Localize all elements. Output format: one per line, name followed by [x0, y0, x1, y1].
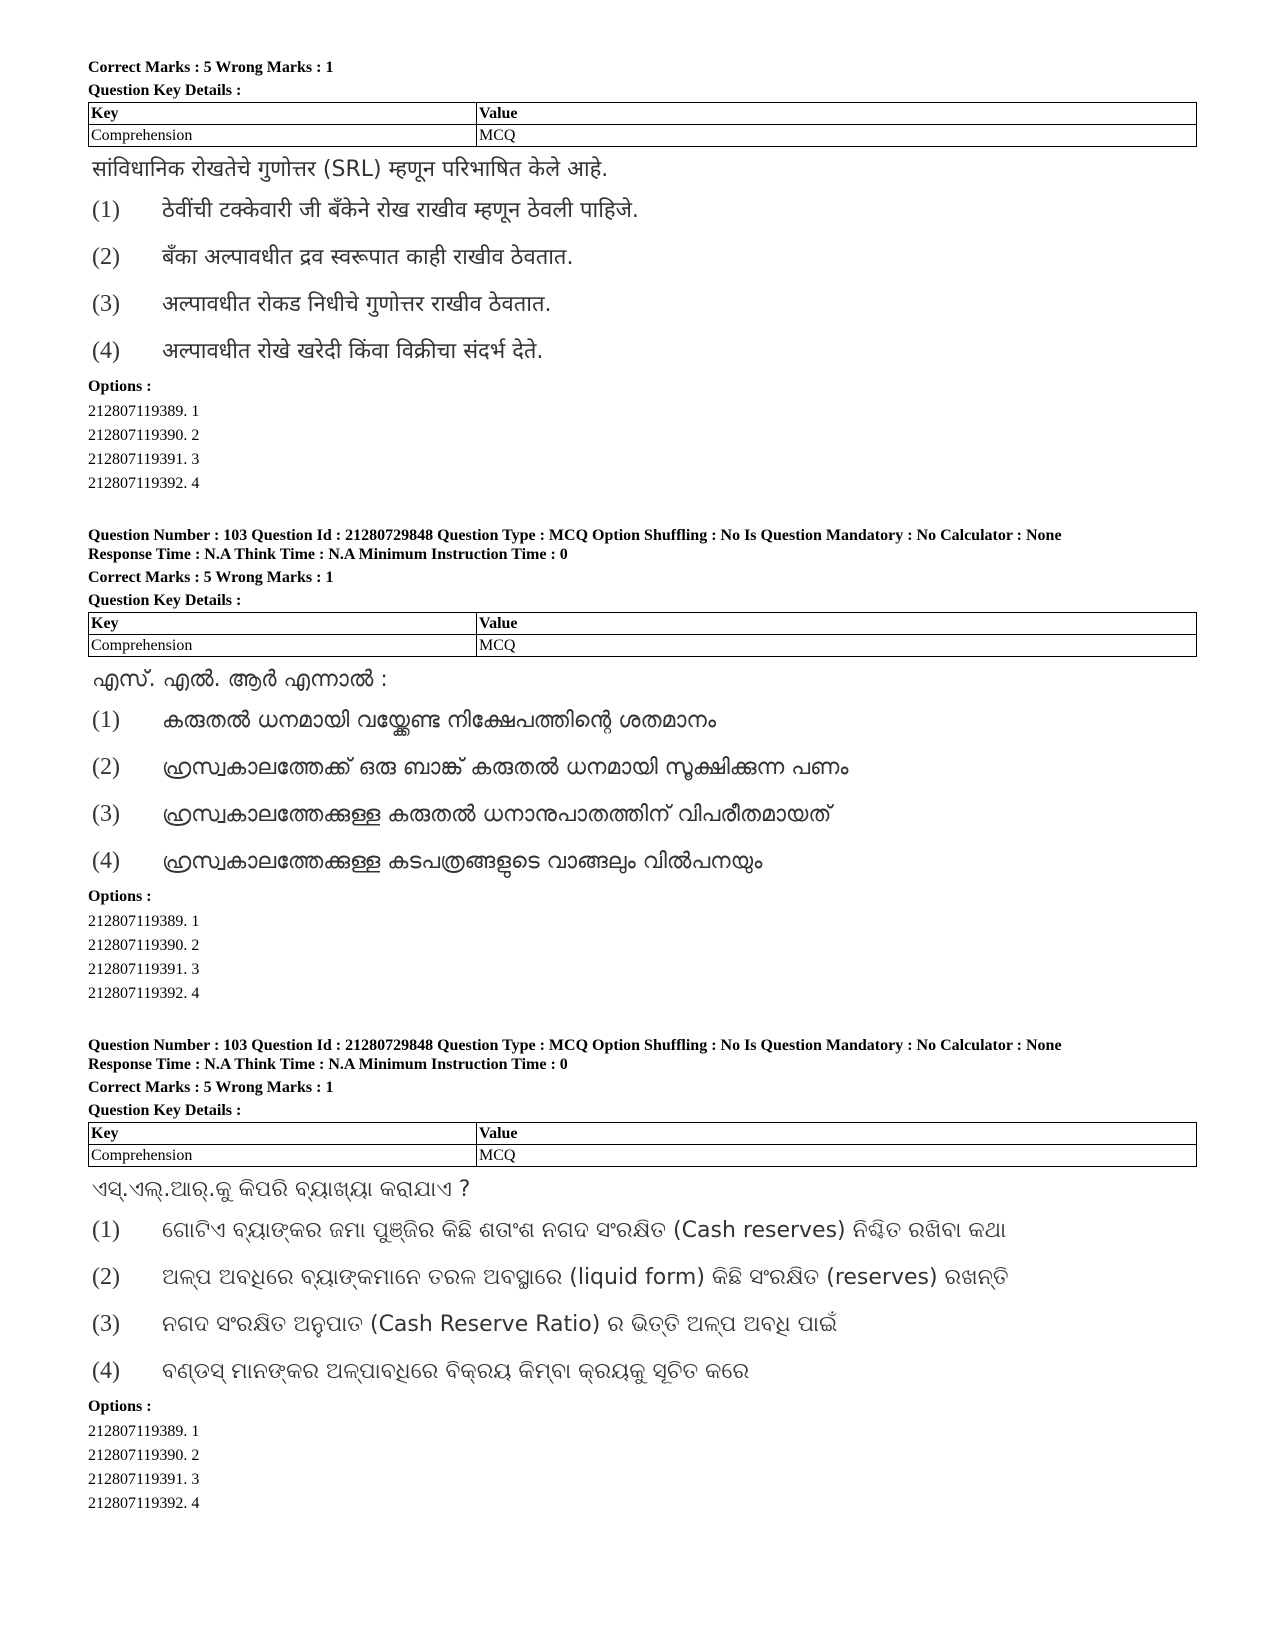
- question-title: എസ്. എൽ. ആർ എന്നാൽ :: [92, 667, 388, 692]
- option-number: (1): [92, 707, 120, 733]
- list-item: 212807119391. 3: [88, 451, 200, 468]
- option-text: ଅଳ୍ପ ଅବଧିରେ ବ୍ୟାଙ୍କମାନେ ତରଳ ଅବସ୍ଥାରେ (liquid form) କିଛି ସଂରକ୍ଷିତ (reserves) ରଖନ୍ତି: [162, 1265, 1009, 1290]
- option-text: अल्पावधीत रोकड निधीचे गुणोत्तर राखीव ठेवतात.: [162, 292, 552, 317]
- question-content: [88, 665, 1198, 877]
- question-option: [88, 1262, 1198, 1293]
- option-number: (3): [92, 801, 120, 827]
- list-item: 212807119391. 3: [88, 961, 200, 978]
- key-details-label: Question Key Details :: [88, 1102, 242, 1119]
- list-item: 212807119389. 1: [88, 403, 200, 420]
- table-header-row: [89, 1123, 1197, 1145]
- option-text: ഹ്രസ്വകാലത്തേക്കുള്ള കടപത്രങ്ങളുടെ വാങ്ങലും വിൽപനയും: [162, 849, 763, 874]
- question-header-line1: Question Number : 103 Question Id : 21280729848 Question Type : MCQ Option Shuffling : No Is Question Mandatory : No Calculator : None: [88, 1037, 1062, 1054]
- value-cell: MCQ: [477, 1145, 1197, 1167]
- list-item: 212807119392. 4: [88, 1495, 200, 1512]
- option-number: (3): [92, 291, 120, 317]
- key-header: Key: [89, 1123, 477, 1145]
- question-option: [88, 195, 1198, 226]
- option-text: ठेवींची टक्केवारी जी बँकेने रोख राखीव म्हणून ठेवली पाहिजे.: [162, 198, 639, 223]
- key-cell: Comprehension: [89, 1145, 477, 1167]
- question-option: [88, 1215, 1198, 1246]
- question-option: [88, 1309, 1198, 1340]
- table-header-row: [89, 103, 1197, 125]
- option-text: ഹ്രസ്വകാലത്തേക്കുള്ള കരുതൽ ധനാനുപാതത്തിന് വിപരീതമായത്: [162, 802, 832, 827]
- question-option: [88, 242, 1198, 273]
- key-header: Key: [89, 103, 477, 125]
- option-text: ବଣ୍ଡସ୍ ମାନଙ୍କର ଅଳ୍ପାବଧିରେ ବିକ୍ରୟ କିମ୍ବା କ୍ରୟକୁ ସୂଚିତ କରେ: [162, 1359, 750, 1384]
- question-title: ଏସ୍.ଏଲ୍.ଆର୍.କୁ କିପରି ବ୍ୟାଖ୍ୟା କରାଯାଏ ?: [92, 1177, 471, 1202]
- list-item: 212807119389. 1: [88, 1423, 200, 1440]
- question-option: [88, 1356, 1198, 1387]
- question-header-line2: Response Time : N.A Think Time : N.A Minimum Instruction Time : 0: [88, 1056, 568, 1073]
- key-details-label: Question Key Details :: [88, 82, 242, 99]
- option-text: ഹ്രസ്വകാലത്തേക്ക് ഒരു ബാങ്ക് കരുതൽ ധനമായി സൂക്ഷിക്കുന്ന പണം: [162, 755, 849, 780]
- option-text: बँका अल्पावधीत द्रव स्वरूपात काही राखीव ठेवतात.: [162, 245, 574, 270]
- question-header-line2: Response Time : N.A Think Time : N.A Minimum Instruction Time : 0: [88, 546, 568, 563]
- option-text: ଗୋଟିଏ ବ୍ୟାଙ୍କର ଜମା ପୁଞ୍ଜିର କିଛି ଶତାଂଶ ନଗଦ ସଂରକ୍ଷିତ (Cash reserves) ନିଶ୍ଚିତ ରଖିବା କଥା: [162, 1218, 1007, 1243]
- question-block: [88, 526, 1198, 1006]
- marks-line: Correct Marks : 5 Wrong Marks : 1: [88, 1079, 334, 1096]
- key-details-table: [88, 102, 1197, 147]
- option-text: ନଗଦ ସଂରକ୍ଷିତ ଅନୁପାତ (Cash Reserve Ratio) ର ଭିତ୍ତି ଅଳ୍ପ ଅବଧି ପାଇଁ: [162, 1312, 838, 1337]
- key-details-table: [88, 612, 1197, 657]
- question-content: [88, 155, 1198, 367]
- option-text: കരുതൽ ധനമായി വയ്ക്കേണ്ട നിക്ഷേപത്തിന്റെ ശതമാനം: [162, 708, 717, 733]
- value-header: Value: [477, 613, 1197, 635]
- option-number: (2): [92, 1264, 120, 1290]
- key-details-table: [88, 1122, 1197, 1167]
- option-number: (1): [92, 197, 120, 223]
- question-content: [88, 1175, 1198, 1387]
- option-number: (4): [92, 848, 120, 874]
- option-number: (2): [92, 244, 120, 270]
- question-option: [88, 705, 1198, 736]
- list-item: 212807119392. 4: [88, 985, 200, 1002]
- options-label: Options :: [88, 888, 152, 905]
- question-option: [88, 336, 1198, 367]
- question-header-line1: Question Number : 103 Question Id : 21280729848 Question Type : MCQ Option Shuffling : No Is Question Mandatory : No Calculator : None: [88, 527, 1062, 544]
- marks-line: Correct Marks : 5 Wrong Marks : 1: [88, 59, 334, 76]
- marks-line: Correct Marks : 5 Wrong Marks : 1: [88, 569, 334, 586]
- option-text: अल्पावधीत रोखे खरेदी किंवा विक्रीचा संदर्भ देते.: [162, 339, 544, 364]
- question-block: [88, 58, 1198, 496]
- question-option: [88, 846, 1198, 877]
- question-option: [88, 289, 1198, 320]
- list-item: 212807119391. 3: [88, 1471, 200, 1488]
- table-row: [89, 635, 1197, 657]
- value-cell: MCQ: [477, 635, 1197, 657]
- table-header-row: [89, 613, 1197, 635]
- options-label: Options :: [88, 1398, 152, 1415]
- table-row: [89, 1145, 1197, 1167]
- key-details-label: Question Key Details :: [88, 592, 242, 609]
- key-cell: Comprehension: [89, 635, 477, 657]
- value-header: Value: [477, 103, 1197, 125]
- options-list: [88, 400, 1198, 496]
- list-item: 212807119392. 4: [88, 475, 200, 492]
- list-item: 212807119390. 2: [88, 427, 200, 444]
- list-item: 212807119390. 2: [88, 937, 200, 954]
- option-number: (4): [92, 1358, 120, 1384]
- options-list: [88, 1420, 1198, 1516]
- page: [88, 58, 1198, 1516]
- option-number: (3): [92, 1311, 120, 1337]
- question-option: [88, 799, 1198, 830]
- options-label: Options :: [88, 378, 152, 395]
- table-row: [89, 125, 1197, 147]
- question-block: [88, 1036, 1198, 1516]
- key-header: Key: [89, 613, 477, 635]
- option-number: (2): [92, 754, 120, 780]
- option-number: (4): [92, 338, 120, 364]
- option-number: (1): [92, 1217, 120, 1243]
- key-cell: Comprehension: [89, 125, 477, 147]
- question-title: सांविधानिक रोखतेचे गुणोत्तर (SRL) म्हणून परिभाषित केले आहे.: [92, 157, 609, 182]
- question-option: [88, 752, 1198, 783]
- value-header: Value: [477, 1123, 1197, 1145]
- list-item: 212807119390. 2: [88, 1447, 200, 1464]
- options-list: [88, 910, 1198, 1006]
- value-cell: MCQ: [477, 125, 1197, 147]
- list-item: 212807119389. 1: [88, 913, 200, 930]
